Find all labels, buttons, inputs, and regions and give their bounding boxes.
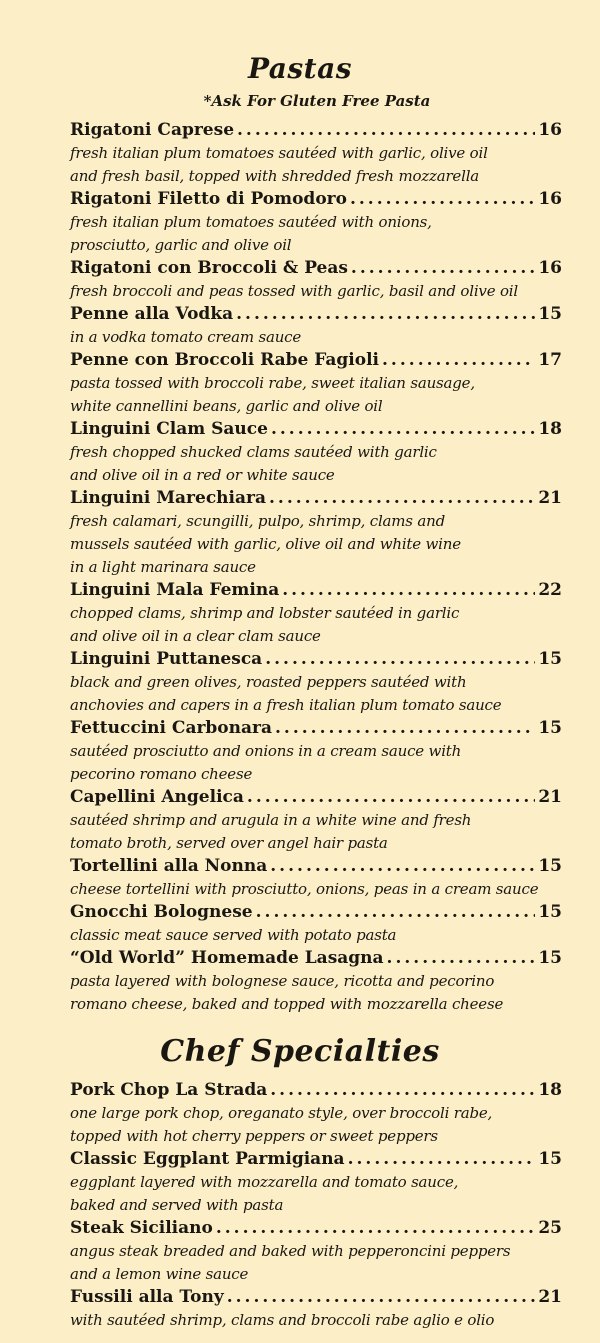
menu-item xyxy=(70,488,562,579)
chef-specialties-title: Chef Specialties xyxy=(160,1034,440,1069)
menu-item-header xyxy=(70,902,562,924)
item-name: Pork Chop La Strada xyxy=(70,1080,268,1100)
item-description-line: fresh italian plum tomatoes sautéed with garlic, olive oil xyxy=(70,144,488,162)
dot-leader xyxy=(382,350,535,370)
item-name: Linguini Mala Femina xyxy=(70,580,280,600)
menu-item-header xyxy=(70,258,562,280)
dot-leader xyxy=(256,902,536,922)
menu-item xyxy=(70,1218,562,1286)
item-name: Penne con Broccoli Rabe Fagioli xyxy=(70,350,380,370)
item-description-line: romano cheese, baked and topped with mozzarella cheese xyxy=(70,995,504,1013)
item-description-line: and olive oil in a red or white sauce xyxy=(70,466,335,484)
item-description-line: pasta tossed with broccoli rabe, sweet italian sausage, xyxy=(70,374,475,392)
menu-item xyxy=(70,580,562,648)
menu-item-header xyxy=(70,189,562,211)
dot-leader xyxy=(227,1287,536,1307)
item-name: Tortellini alla Nonna xyxy=(70,856,268,876)
item-name: Rigatoni Caprese xyxy=(70,120,235,140)
menu-item-header xyxy=(70,1149,562,1171)
item-description-line: angus steak breaded and baked with pepperoncini peppers xyxy=(70,1242,511,1260)
item-price: 15 xyxy=(538,902,562,922)
dot-leader xyxy=(237,120,535,140)
item-name: Linguini Marechiara xyxy=(70,488,266,508)
dot-leader xyxy=(275,718,535,738)
dot-leader xyxy=(270,856,535,876)
item-description-line: black and green olives, roasted peppers sautéed with xyxy=(70,673,467,691)
dot-leader xyxy=(351,258,535,278)
pastas-title: Pastas xyxy=(247,52,353,85)
menu-item-header xyxy=(70,350,562,372)
item-price: 21 xyxy=(538,488,562,508)
item-description-line: in a vodka tomato cream sauce xyxy=(70,328,302,346)
item-description-line: pasta layered with bolognese sauce, ricotta and pecorino xyxy=(70,972,495,990)
menu-item-header xyxy=(70,948,562,970)
item-description-line: sautéed shrimp and arugula in a white wine and fresh xyxy=(70,811,472,829)
gluten-free-note: *Ask For Gluten Free Pasta xyxy=(203,92,431,110)
menu-item xyxy=(70,902,562,947)
menu-item-header xyxy=(70,120,562,142)
menu-item-header xyxy=(70,718,562,740)
menu-item xyxy=(70,1149,562,1217)
item-description-line: white cannellini beans, garlic and olive oil xyxy=(70,397,383,415)
item-price: 22 xyxy=(538,580,562,600)
item-description-line: fresh broccoli and peas tossed with garlic, basil and olive oil xyxy=(70,282,518,300)
item-price: 15 xyxy=(538,649,562,669)
menu-item xyxy=(70,948,562,1016)
item-price: 15 xyxy=(538,1149,562,1169)
dot-leader xyxy=(271,419,535,439)
menu-item xyxy=(70,258,562,303)
menu-item xyxy=(70,189,562,257)
menu-item-header xyxy=(70,1218,562,1240)
dot-leader xyxy=(265,649,535,669)
dot-leader xyxy=(348,1149,536,1169)
menu-item-header xyxy=(70,1287,562,1309)
item-price: 15 xyxy=(538,304,562,324)
item-name: “Old World” Homemade Lasagna xyxy=(70,948,384,968)
menu-item-header xyxy=(70,304,562,326)
menu-item xyxy=(70,787,562,855)
item-description-line: pecorino romano cheese xyxy=(70,765,253,783)
item-name: Rigatoni con Broccoli & Peas xyxy=(70,258,348,278)
item-description-line: anchovies and capers in a fresh italian plum tomato sauce xyxy=(70,696,502,714)
item-description-line: in a light marinara sauce xyxy=(70,558,256,576)
item-price: 17 xyxy=(538,350,562,370)
item-description-line: baked and served with pasta xyxy=(70,1196,284,1214)
menu-item-header xyxy=(70,649,562,671)
item-description-line: classic meat sauce served with potato pasta xyxy=(70,926,397,944)
item-price: 18 xyxy=(538,1080,562,1100)
menu-item xyxy=(70,120,562,188)
item-description-line: eggplant layered with mozzarella and tomato sauce, xyxy=(70,1173,459,1191)
menu-item-header xyxy=(70,856,562,878)
item-description-line: one large pork chop, oreganato style, over broccoli rabe, xyxy=(70,1104,493,1122)
item-price: 25 xyxy=(538,1218,562,1238)
item-price: 18 xyxy=(538,419,562,439)
menu-item xyxy=(70,419,562,487)
item-name: Rigatoni Filetto di Pomodoro xyxy=(70,189,347,209)
item-price: 16 xyxy=(538,189,562,209)
item-name: Fussili alla Tony xyxy=(70,1287,224,1307)
dot-leader xyxy=(269,488,535,508)
item-name: Steak Siciliano xyxy=(70,1218,213,1238)
item-description-line: and olive oil in a clear clam sauce xyxy=(70,627,321,645)
menu-item xyxy=(70,1287,562,1332)
item-description-line: sautéed prosciutto and onions in a cream sauce with xyxy=(70,742,462,760)
menu-item-header xyxy=(70,1080,562,1102)
item-price: 21 xyxy=(538,787,562,807)
menu-item-header xyxy=(70,419,562,441)
menu-item xyxy=(70,350,562,418)
menu-item-header xyxy=(70,488,562,510)
item-name: Fettuccini Carbonara xyxy=(70,718,272,738)
menu-item xyxy=(70,304,562,349)
item-name: Gnocchi Bolognese xyxy=(70,902,253,922)
item-name: Capellini Angelica xyxy=(70,787,244,807)
item-name: Linguini Clam Sauce xyxy=(70,419,268,439)
menu-item-header xyxy=(70,580,562,602)
item-name: Classic Eggplant Parmigiana xyxy=(70,1149,345,1169)
item-description-line: prosciutto, garlic and olive oil xyxy=(70,236,292,254)
dot-leader xyxy=(247,787,535,807)
item-price: 15 xyxy=(538,856,562,876)
item-description-line: tomato broth, served over angel hair pasta xyxy=(70,834,388,852)
item-price: 15 xyxy=(538,948,562,968)
dot-leader xyxy=(270,1080,535,1100)
dot-leader xyxy=(236,304,535,324)
item-description-line: and a lemon wine sauce xyxy=(70,1265,249,1283)
item-price: 16 xyxy=(538,258,562,278)
item-description-line: cheese tortellini with prosciutto, onions, peas in a cream sauce xyxy=(70,880,539,898)
item-description-line: and fresh basil, topped with shredded fresh mozzarella xyxy=(70,167,480,185)
item-name: Penne alla Vodka xyxy=(70,304,234,324)
item-description-line: mussels sautéed with garlic, olive oil and white wine xyxy=(70,535,461,553)
dot-leader xyxy=(387,948,536,968)
dot-leader xyxy=(216,1218,535,1238)
menu-item-header xyxy=(70,787,562,809)
item-description-line: with sautéed shrimp, clams and broccoli rabe aglio e olio xyxy=(70,1311,495,1329)
item-price: 21 xyxy=(538,1287,562,1307)
item-description-line: fresh calamari, scungilli, pulpo, shrimp, clams and xyxy=(70,512,445,530)
item-price: 16 xyxy=(538,120,562,140)
menu-item xyxy=(70,856,562,901)
item-description-line: chopped clams, shrimp and lobster sautéed in garlic xyxy=(70,604,460,622)
menu-item xyxy=(70,649,562,717)
item-description-line: fresh chopped shucked clams sautéed with garlic xyxy=(70,443,437,461)
item-description-line: topped with hot cherry peppers or sweet peppers xyxy=(70,1127,438,1145)
item-description-line: fresh italian plum tomatoes sautéed with onions, xyxy=(70,213,432,231)
item-price: 15 xyxy=(538,718,562,738)
menu-item xyxy=(70,1080,562,1148)
dot-leader xyxy=(350,189,535,209)
menu-item xyxy=(70,718,562,786)
dot-leader xyxy=(282,580,535,600)
item-name: Linguini Puttanesca xyxy=(70,649,263,669)
